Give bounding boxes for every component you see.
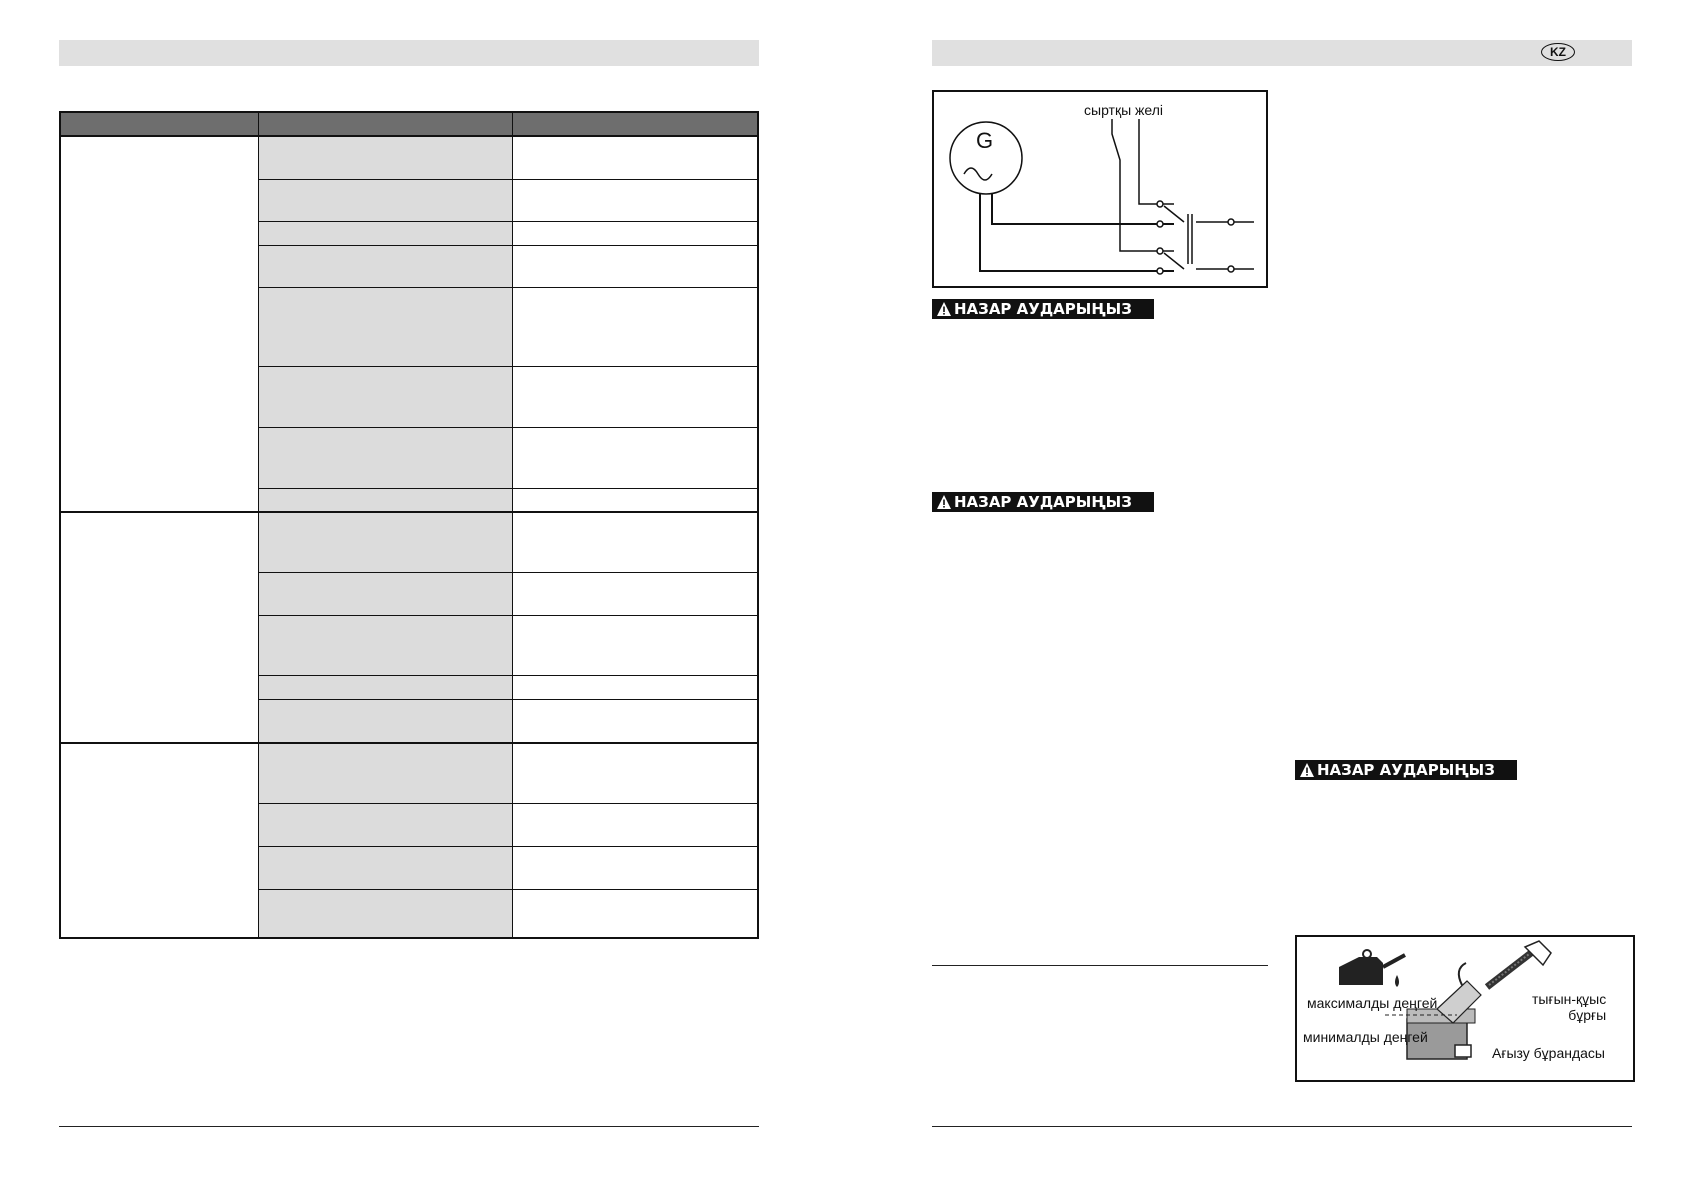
column-divider [258, 113, 259, 937]
min-level-label: минималды деңгей [1303, 1029, 1428, 1045]
warning-label: НАЗАР АУДАРЫҢЫЗ [932, 492, 1154, 512]
row-divider [258, 889, 757, 890]
table-cell [258, 804, 512, 846]
table-cell [258, 890, 512, 937]
row-divider [258, 572, 757, 573]
table-header-row [61, 113, 757, 137]
table-cell [258, 744, 512, 803]
warning-triangle-icon [1300, 763, 1314, 777]
max-level-label: максималды деңгей [1307, 995, 1438, 1011]
row-divider [258, 699, 757, 700]
table-cell [258, 616, 512, 675]
row-divider [258, 287, 757, 288]
row-divider [258, 221, 757, 222]
oil-level-diagram [1295, 935, 1635, 1082]
row-divider [258, 488, 757, 489]
row-divider [258, 179, 757, 180]
row-divider [258, 803, 757, 804]
warning-label: НАЗАР АУДАРЫҢЫЗ [1295, 760, 1517, 780]
section-rule [932, 965, 1268, 966]
right-footer-line [932, 1126, 1632, 1127]
table-cell [258, 180, 512, 221]
troubleshooting-table [59, 111, 759, 939]
table-cell [258, 847, 512, 889]
warning-triangle-icon [937, 302, 951, 316]
left-footer-line [59, 1126, 759, 1127]
table-cell [258, 428, 512, 488]
filler-cap-label: тығын-құыс бұрғы [1532, 991, 1607, 1023]
group-divider [61, 511, 757, 513]
right-header-bar [932, 40, 1632, 66]
table-cell [258, 246, 512, 287]
row-divider [258, 366, 757, 367]
left-header-bar [59, 40, 759, 66]
row-divider [258, 427, 757, 428]
row-divider [258, 245, 757, 246]
external-network-label: сыртқы желі [1084, 102, 1163, 118]
table-cell [258, 489, 512, 511]
table-cell [258, 288, 512, 366]
table-cell [258, 700, 512, 742]
table-cell [258, 367, 512, 427]
wiring-schematic [934, 92, 1266, 286]
table-cell [258, 513, 512, 572]
warning-label: НАЗАР АУДАРЫҢЫЗ [932, 299, 1154, 319]
column-divider [512, 113, 513, 937]
generator-label: G [976, 128, 994, 153]
wiring-diagram [932, 90, 1268, 288]
warning-triangle-icon [937, 495, 951, 509]
table-cell [258, 573, 512, 615]
table-cell [258, 222, 512, 245]
table-cell [258, 676, 512, 699]
group-divider [61, 742, 757, 744]
language-badge: KZ [1541, 43, 1575, 61]
row-divider [258, 846, 757, 847]
drain-screw-label: Ағызу бұрандасы [1492, 1045, 1605, 1061]
table-cell [258, 137, 512, 179]
row-divider [258, 675, 757, 676]
row-divider [258, 615, 757, 616]
